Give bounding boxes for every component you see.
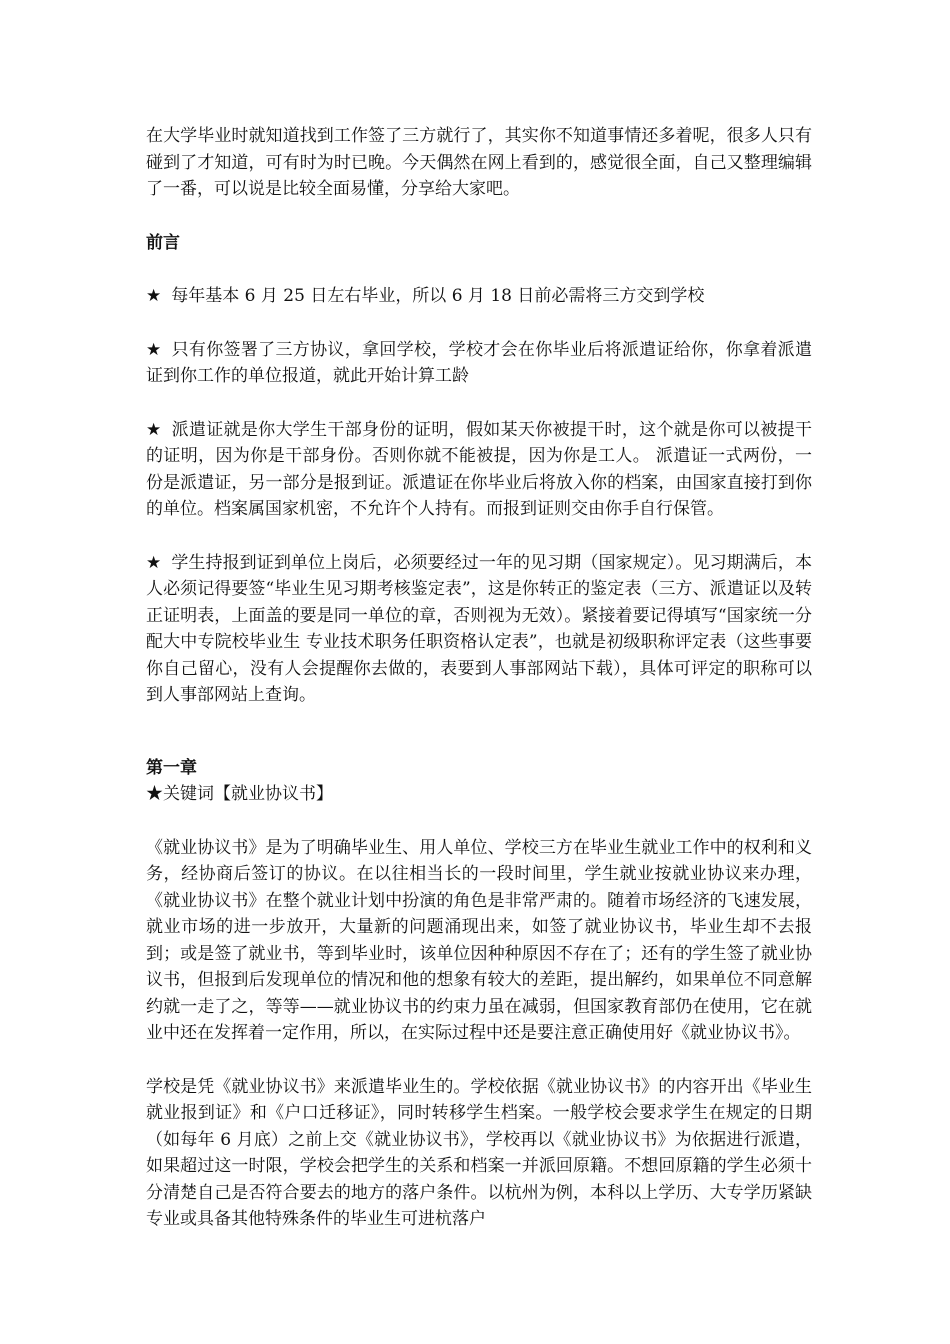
star-icon: ★ [146, 419, 162, 440]
star-icon: ★ [146, 339, 162, 360]
preface-title: 前言 [146, 232, 180, 253]
preface-item [146, 337, 812, 390]
intro-paragraph: 在大学毕业时就知道找到工作签了三方就行了，其实你不知道事情还多着呢，很多人只有碰到了才知道，可有时为时已晚。今天偶然在网上看到的，感觉很全面，自己又整理编辑了一番，可以说是比较全面易懂，分享给大家吧。 [146, 126, 812, 199]
chapter-paragraph: 《就业协议书》是为了明确毕业生、用人单位、学校三方在毕业生就业工作中的权利和义务，经协商后签订的协议。在以往相当长的一段时间里，学生就业按就业协议来办理，《就业协议书》在整个就业计划中扮演的角色是非常严肃的。随着市场经济的飞速发展，就业市场的进一步放开，大量新的问题涌现出来，如签了就业协议书，毕业生却不去报到；或是签了就业书，等到毕业时，该单位因种种原因不存在了；还有的学生签了就业协议书，但报到后发现单位的情况和他的想象有较大的差距，提出解约，如果单位不同意解约就一走了之，等等——就业协议书的约束力虽在减弱，但国家教育部仍在使用，它在就业中还在发挥着一定作用，所以，在实际过程中还是要注意正确使用好《就业协议书》。 [146, 837, 812, 1043]
chapter-keyword: ★关键词【就业协议书】 [146, 784, 333, 804]
preface-item [146, 550, 812, 709]
chapter-title: 第一章 [146, 757, 197, 778]
preface-item-text: 每年基本 6 月 25 日左右毕业，所以 6 月 18 日前必需将三方交到学校 [171, 286, 705, 306]
preface-item [146, 283, 812, 310]
preface-item-text: 派遣证就是你大学生干部身份的证明，假如某天你被提干时，这个就是你可以被提干的证明，因为你是干部身份。否则你就不能被提，因为你是工人。 派遣证一式两份，一份是派遣证，另一部分是报到证。派遣证在你毕业后将放入你的档案，由国家直接打到你的单位。档案属国家机密，不允许个人持有。而报到证则交由你手自行保管。 [146, 419, 812, 519]
star-icon: ★ [146, 286, 162, 306]
preface-item-text: 只有你签署了三方协议，拿回学校，学校才会在你毕业后将派遣证给你，你拿着派遣证到你工作的单位报道，就此开始计算工龄 [146, 339, 812, 386]
preface-item [146, 417, 812, 523]
chapter-paragraph: 学校是凭《就业协议书》来派遣毕业生的。学校依据《就业协议书》的内容开出《毕业生就业报到证》和《户口迁移证》，同时转移学生档案。一般学校会要求学生在规定的日期（如每年 6 月底）之前上交《就业协议书》，学校再以《就业协议书》为依据进行派遣，如果超过这一时限，学校会把学生的关系和档案一并派回原籍。不想回原籍的学生必须十分清楚自己是否符合要去的地方的落户条件。以杭州为例，本科以上学历、大专学历紧缺专业或具备其他特殊条件的毕业生可进杭落户 [146, 1076, 812, 1229]
star-icon: ★ [146, 552, 162, 573]
preface-item-text: 学生持报到证到单位上岗后，必须要经过一年的见习期（国家规定）。见习期满后，本人必须记得要签“毕业生见习期考核鉴定表”，这是你转正的鉴定表（三方、派遣证以及转正证明表，上面盖的要是同一单位的章，否则视为无效）。紧接着要记得填写“国家统一分配大中专院校毕业生 专业技术职务任职资格认定表”，也就是初级职称评定表（这些事要你自己留心，没有人会提醒你去做的，表要到人事部网站下载），具体可评定的职称可以到人事部网站上查询。 [146, 552, 812, 705]
document-page [146, 123, 812, 1260]
